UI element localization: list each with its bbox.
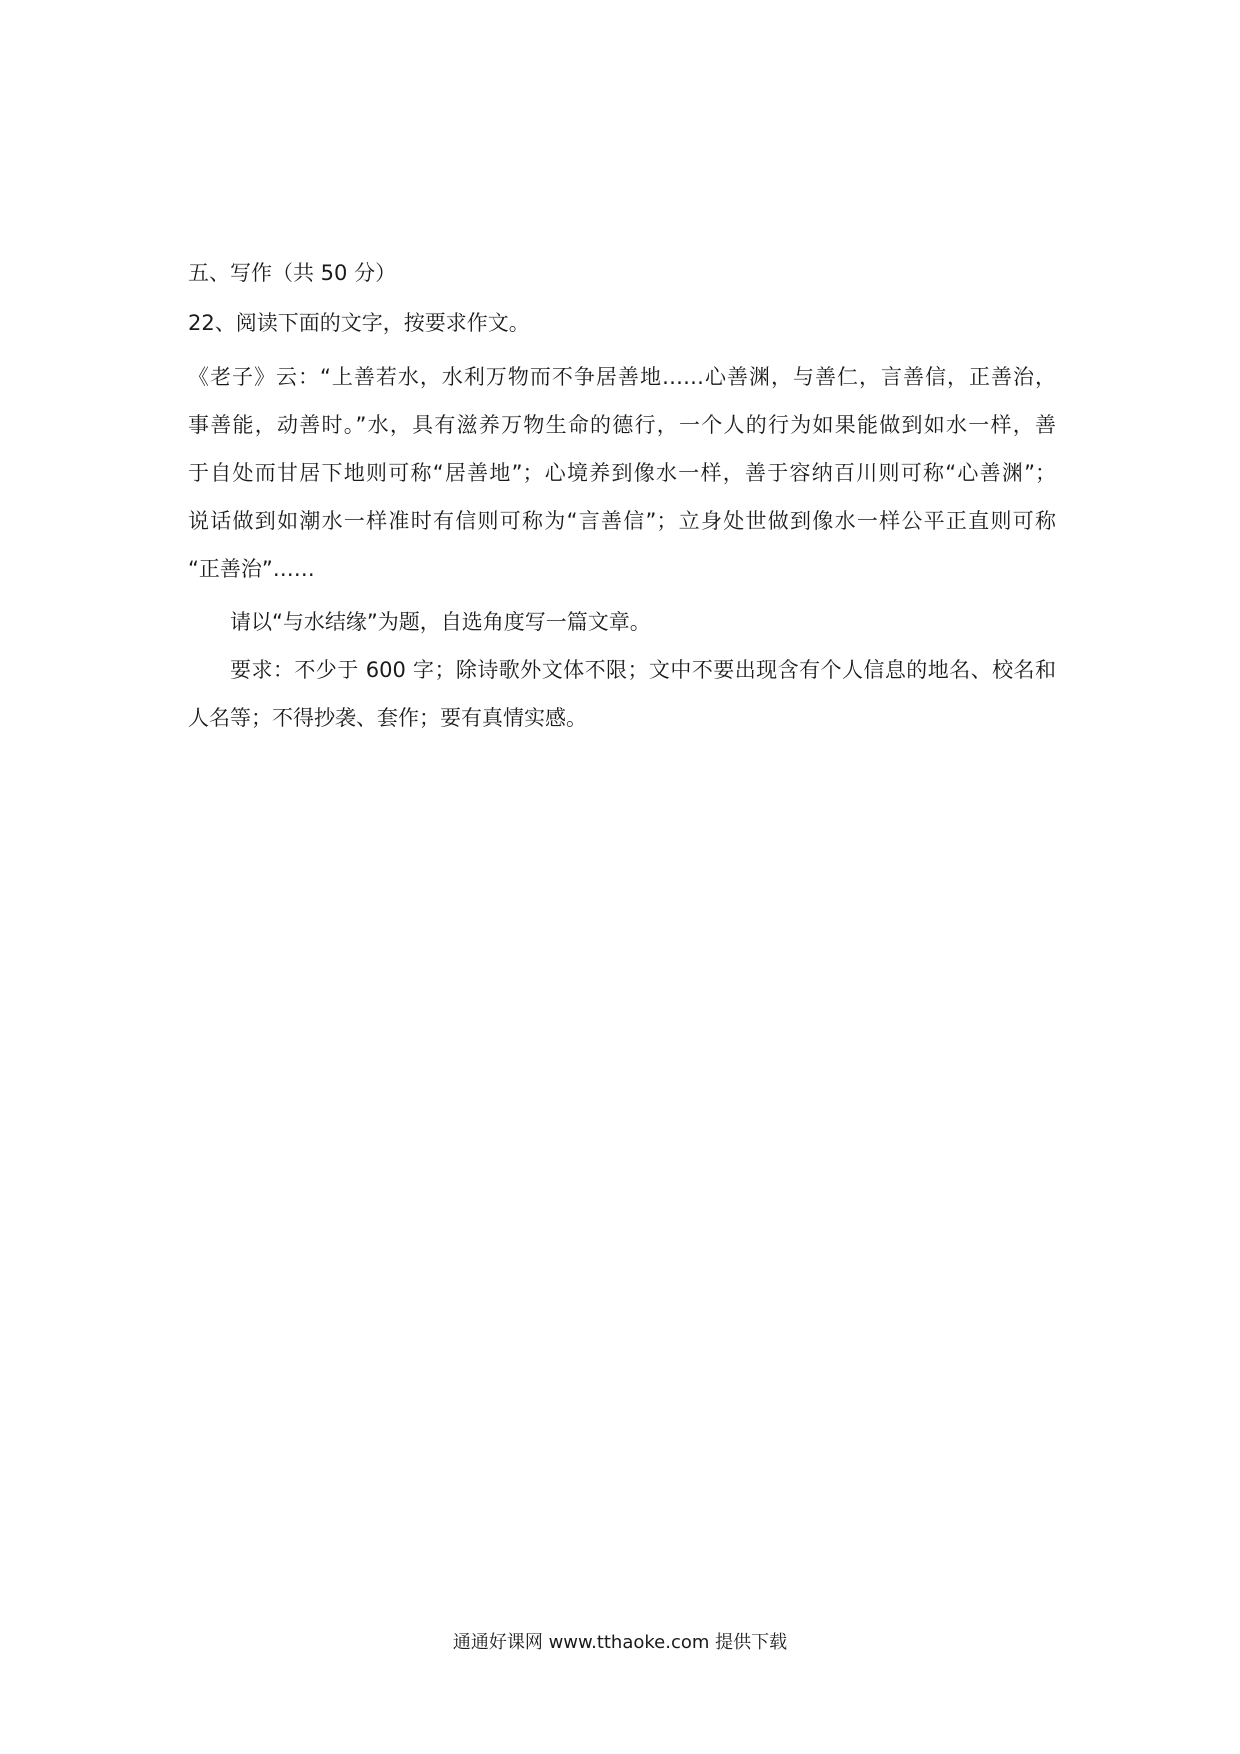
essay-topic: 请以“与水结缘”为题，自选角度写一篇文章。 <box>230 610 651 634</box>
passage-line: 说话做到如潮水一样准时有信则可称为“言善信”；立身处世做到像水一样公平正直则可称 <box>188 509 1056 533</box>
requirements-line: 要求：不少于 600 字；除诗歌外文体不限；文中不要出现含有个人信息的地名、校名和 <box>230 658 1056 682</box>
page-footer: 通通好课网 www.tthaoke.com 提供下载 <box>452 1632 788 1653</box>
section-title: 五、写作（共 50 分） <box>188 261 397 285</box>
passage-line: 《老子》云：“上善若水，水利万物而不争居善地……心善渊，与善仁，言善信，正善治， <box>188 365 1056 389</box>
passage-line: 事善能，动善时。”水，具有滋养万物生命的德行，一个人的行为如果能做到如水一样，善 <box>188 413 1056 437</box>
requirements-line: 人名等；不得抄袭、套作；要有真情实感。 <box>188 706 587 730</box>
reading-passage <box>188 353 1056 593</box>
question-prompt: 22、阅读下面的文字，按要求作文。 <box>188 311 530 335</box>
passage-line: 于自处而甘居下地则可称“居善地”；心境养到像水一样，善于容纳百川则可称“心善渊”； <box>188 461 1056 485</box>
writing-instructions <box>188 598 1056 742</box>
passage-line: “正善治”…… <box>188 557 315 581</box>
